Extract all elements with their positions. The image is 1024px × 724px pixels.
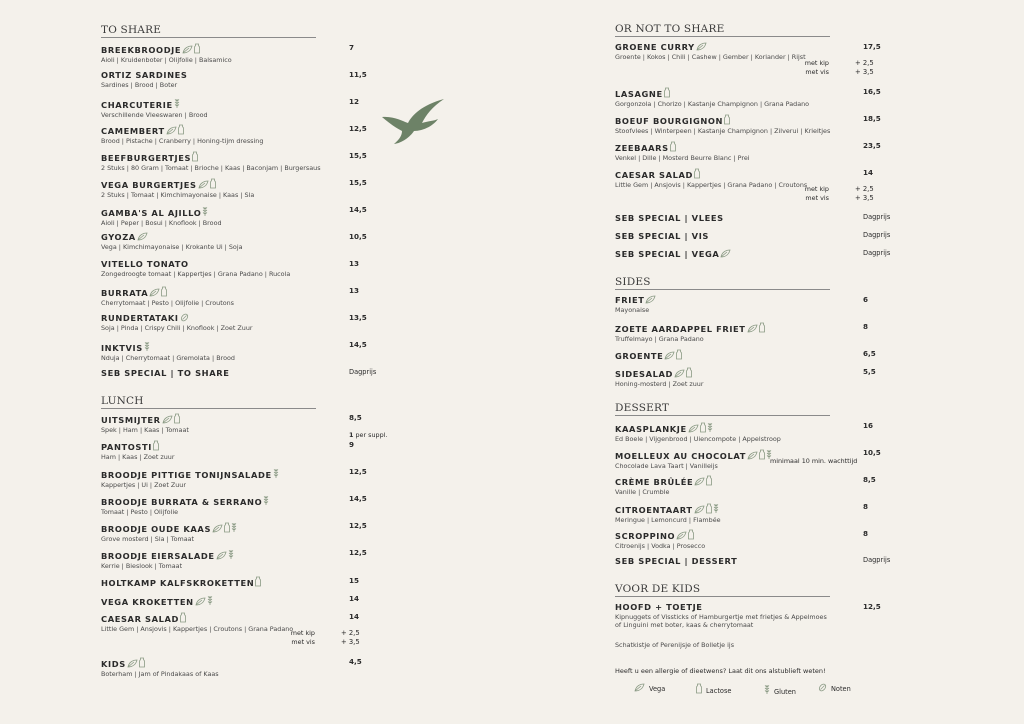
item-description: Citroenijs | Vodka | Prosecco	[615, 541, 706, 550]
item-price: Dagprijs	[863, 556, 891, 564]
menu-item	[615, 367, 877, 388]
menu-item	[615, 141, 881, 162]
legend-noten-label: Noten	[831, 685, 851, 693]
item-name-text: ORTIZ SARDINES	[101, 70, 188, 80]
lactose-milk-icon	[664, 87, 670, 98]
to-share-section	[101, 24, 391, 38]
option-price: + 3,5	[855, 193, 874, 202]
lactose-milk-icon	[724, 114, 730, 125]
item-description: Aioli | Peper | Bosui | Knoflook | Brood	[101, 218, 222, 227]
item-name-text: BREEKBROODJE	[101, 45, 182, 55]
item-name	[615, 502, 877, 515]
lactose-milk-icon	[706, 503, 712, 514]
item-name-text: BURRATA	[101, 288, 149, 298]
option-label: met vis	[291, 637, 315, 646]
menu-item	[615, 87, 881, 108]
item-name-text: SEB SPECIAL | DESSERT	[615, 556, 738, 566]
menu-item	[101, 313, 391, 332]
vega-leaf-icon	[676, 531, 687, 540]
item-price: 8,5	[349, 413, 362, 422]
menu-item	[615, 295, 877, 314]
item-price: 8	[863, 529, 869, 538]
item-name-text: BEEFBURGERTJES	[101, 153, 192, 163]
item-description: Truffelmayo | Grana Padano	[615, 334, 704, 343]
item-name-text: VEGA KROKETTEN	[101, 597, 194, 607]
item-price: 10,5	[349, 232, 367, 241]
menu-item	[101, 594, 391, 607]
item-name	[615, 295, 877, 305]
item-name	[101, 178, 391, 190]
menu-item	[101, 467, 391, 489]
or-not-to-share-heading: OR NOT TO SHARE	[615, 23, 830, 37]
option-price: + 2,5	[341, 629, 360, 637]
item-name-text: PANTOSTI	[101, 442, 152, 452]
item-name	[615, 602, 877, 612]
menu-item	[101, 657, 391, 678]
sides-section	[615, 276, 877, 290]
menu-item	[615, 168, 877, 202]
vega-leaf-icon	[149, 288, 160, 297]
menu-item	[615, 349, 877, 361]
lactose-milk-icon	[759, 322, 765, 333]
item-price: 14,5	[349, 205, 367, 214]
dessert-heading: DESSERT	[615, 402, 830, 416]
kids-heading: VOOR DE KIDS	[615, 583, 830, 597]
item-price: 12,5	[863, 602, 881, 611]
item-name	[101, 97, 391, 110]
item-name-text: CHARCUTERIE	[101, 100, 173, 110]
menu-item	[101, 124, 391, 145]
lactose-milk-icon	[700, 422, 706, 433]
item-description: Sardines | Brood | Boter	[101, 80, 178, 89]
vega-leaf-icon	[162, 415, 173, 424]
item-price: 12,5	[349, 521, 367, 530]
item-name	[615, 529, 877, 541]
item-name	[615, 249, 877, 259]
item-price: Dagprijs	[863, 213, 891, 221]
menu-item	[101, 548, 391, 570]
item-description: 2 Stuks | Tomaat | Kimchimayonaise | Kaas | Sla	[101, 190, 255, 199]
item-name-text: BOEUF BOURGIGNON	[615, 116, 724, 126]
lactose-milk-icon	[174, 413, 180, 424]
item-name-text: LASAGNE	[615, 89, 663, 99]
sides-heading: SIDES	[615, 276, 830, 290]
gluten-wheat-icon	[707, 421, 713, 433]
noten-nut-icon	[818, 683, 827, 692]
item-description: Vega | Kimchimayonaise | Krokante Ui | Soja	[101, 242, 243, 251]
item-name	[101, 494, 391, 507]
lactose-milk-icon	[224, 522, 230, 533]
item-description: Cherrytomaat | Pesto | Olijfolie | Croutons	[101, 298, 235, 307]
item-price: 10,5	[863, 448, 881, 457]
lactose-milk-icon	[178, 124, 184, 135]
lactose-milk-icon	[161, 286, 167, 297]
menu-item	[101, 97, 391, 119]
lactose-milk-icon	[670, 141, 676, 152]
option-label: met kip	[804, 185, 829, 193]
lactose-milk-icon	[192, 151, 198, 162]
vega-leaf-icon	[182, 45, 193, 54]
item-price: 18,5	[863, 114, 881, 123]
item-name-text: CRÈME BRÛLÉE	[615, 477, 694, 487]
item-price: 12,5	[349, 548, 367, 557]
item-name-text: VEGA BURGERTJES	[101, 180, 197, 190]
item-name	[101, 313, 391, 323]
item-name	[615, 322, 877, 334]
item-name	[615, 556, 877, 566]
item-description: Kipnuggets of Vissticks of Hamburgertje met frietjes & Appelmoes	[615, 612, 827, 621]
vega-leaf-icon	[674, 369, 685, 378]
item-name	[101, 612, 391, 624]
item-name-text: SEB SPECIAL | VLEES	[615, 213, 724, 223]
gluten-wheat-icon	[207, 594, 213, 606]
item-name	[101, 124, 391, 136]
item-price: 15,5	[349, 178, 367, 187]
item-description: Ed Boele | Vijgenbrood | Uiencompote | Appelstroop	[615, 434, 781, 443]
gluten-wheat-icon	[228, 548, 234, 560]
item-name-text: BROODJE OUDE KAAS	[101, 524, 212, 534]
legend-vega-label: Vega	[649, 685, 666, 693]
item-name	[101, 70, 391, 80]
legend-noten	[817, 683, 851, 693]
option-label: met kip	[804, 59, 829, 67]
vega-leaf-icon	[645, 295, 656, 304]
item-name-text: HOOFD + TOETJE	[615, 602, 703, 612]
item-name	[101, 286, 391, 298]
gluten-wheat-icon	[202, 205, 208, 217]
vega-leaf-icon	[696, 42, 707, 51]
vega-leaf-icon	[747, 324, 758, 333]
item-name	[615, 87, 877, 99]
item-name-text: CAMEMBERT	[101, 126, 165, 136]
item-price: 17,5	[863, 42, 881, 51]
item-description: Chocolade Lava Taart | Vanilleijs	[615, 461, 718, 470]
gluten-wheat-icon	[231, 521, 237, 533]
item-name	[101, 232, 391, 242]
item-name	[615, 42, 877, 52]
menu-item	[615, 475, 877, 496]
menu-item	[615, 556, 891, 566]
item-description: Little Gem | Ansjovis | Kappertjes | Grana Padano | Croutons	[615, 180, 808, 189]
menu-item	[101, 612, 391, 646]
item-name	[101, 521, 391, 534]
gluten-wheat-icon	[144, 340, 150, 352]
vega-leaf-icon	[664, 351, 675, 360]
dessert-section	[615, 402, 877, 416]
item-name-text: MOELLEUX AU CHOCOLAT	[615, 451, 746, 461]
item-name	[101, 440, 391, 452]
item-description: Ham | Kaas | Zoet zuur	[101, 452, 175, 461]
item-name-text: KIDS	[101, 659, 126, 669]
item-name	[101, 413, 391, 425]
item-name	[101, 151, 391, 163]
item-description: Spek | Ham | Kaas | Tomaat	[101, 425, 189, 434]
to-share-heading: TO SHARE	[101, 24, 316, 38]
item-name	[615, 213, 877, 223]
menu-item	[101, 340, 391, 362]
menu-item	[615, 502, 877, 524]
item-price: Dagprijs	[863, 249, 891, 257]
item-description: Honing-mosterd | Zoet zuur	[615, 379, 704, 388]
legend-lactose-label: Lactose	[706, 687, 732, 695]
item-description: Kappertjes | Ui | Zoet Zuur	[101, 480, 186, 489]
vega-leaf-icon	[720, 249, 731, 258]
menu-item	[615, 231, 891, 241]
supplement-price: 1	[349, 431, 354, 439]
menu-item	[101, 286, 391, 307]
item-name	[615, 367, 877, 379]
menu-item	[101, 151, 391, 172]
item-description: Verschillende Vleeswaren | Brood	[101, 110, 208, 119]
lactose-milk-icon	[194, 43, 200, 54]
item-price: Dagprijs	[863, 231, 891, 239]
item-description: Venkel | Dille | Mosterd Beurre Blanc | Prei	[615, 153, 750, 162]
item-price: 12,5	[349, 467, 367, 476]
legend-gluten	[763, 683, 796, 696]
item-price: 13	[349, 259, 360, 268]
item-name	[101, 657, 391, 669]
item-name-text: BROODJE BURRATA & SERRANO	[101, 497, 263, 507]
lactose-milk-icon	[694, 168, 700, 179]
item-price: 13	[349, 286, 360, 295]
menu-item	[101, 259, 391, 278]
item-name-text: SEB SPECIAL | TO SHARE	[101, 368, 230, 378]
menu-item	[101, 440, 391, 461]
item-name-text: INKTVIS	[101, 343, 143, 353]
menu-item	[615, 529, 877, 550]
item-name	[101, 368, 391, 378]
item-name-text: BROODJE EIERSALADE	[101, 551, 215, 561]
vega-leaf-icon	[634, 683, 645, 692]
item-note: minimaal 10 min. wachttijd	[770, 457, 858, 465]
item-description: Little Gem | Ansjovis | Kappertjes | Croutons | Grana Padano	[101, 624, 294, 633]
vega-leaf-icon	[212, 524, 223, 533]
lactose-milk-icon	[696, 683, 702, 694]
item-name	[101, 548, 391, 561]
lactose-milk-icon	[686, 367, 692, 378]
lunch-section	[101, 395, 391, 409]
item-description-2: of Linguini met boter, kaas & cherrytomaat	[615, 621, 754, 629]
menu-item	[101, 178, 391, 199]
item-description: Kerrie | Bieslook | Tomaat	[101, 561, 183, 570]
lactose-milk-icon	[706, 475, 712, 486]
vega-leaf-icon	[195, 597, 206, 606]
kids-section	[615, 583, 877, 597]
item-name	[615, 141, 877, 153]
item-name	[615, 168, 877, 180]
item-name-text: HOLTKAMP KALFSKROKETTEN	[101, 578, 255, 588]
item-name-text: CAESAR SALAD	[615, 170, 694, 180]
option-label: met kip	[290, 629, 315, 637]
menu-item	[615, 42, 881, 76]
vega-leaf-icon	[216, 551, 227, 560]
item-name	[615, 421, 877, 434]
item-price: 14,5	[349, 340, 367, 349]
vega-leaf-icon	[166, 126, 177, 135]
item-name-text: SIDESALAD	[615, 369, 674, 379]
lactose-milk-icon	[688, 529, 694, 540]
item-name	[101, 43, 391, 55]
lactose-milk-icon	[255, 576, 261, 587]
menu-item	[101, 205, 391, 227]
allergy-note: Heeft u een allergie of dieetwens? Laat dit ons alstublieft weten!	[615, 667, 826, 675]
item-price: 6	[863, 295, 869, 304]
item-name	[101, 594, 391, 607]
option-label: met vis	[805, 67, 829, 76]
menu-item	[615, 448, 881, 470]
item-name	[615, 349, 877, 361]
item-name	[101, 205, 391, 218]
item-price: 16	[863, 421, 874, 430]
item-description: Groente | Kokos | Chili | Cashew | Gember | Koriander | Rijst	[615, 52, 806, 61]
item-name-text: UITSMIJTER	[101, 415, 161, 425]
vega-leaf-icon	[688, 424, 699, 433]
kids-extra-line: Schatkistje of Perenijsje of Bolletje ijs	[615, 640, 735, 649]
item-description: Soja | Pinda | Crispy Chili | Knoflook | Zoet Zuur	[101, 323, 253, 332]
item-price: 4,5	[349, 657, 362, 666]
item-description: Boterham | Jam of Pindakaas of Kaas	[101, 669, 219, 678]
vega-leaf-icon	[137, 232, 148, 241]
item-price: 15	[349, 576, 360, 585]
item-name-text: CITROENTAART	[615, 505, 693, 515]
item-price: 6,5	[863, 349, 876, 358]
item-price: 8	[863, 502, 869, 511]
item-name-text: SEB SPECIAL | VEGA	[615, 249, 720, 259]
gluten-wheat-icon	[174, 97, 180, 109]
item-description: Aioli | Kruidenboter | Olijfolie | Balsamico	[101, 55, 232, 64]
legend-gluten-label: Gluten	[774, 688, 796, 696]
item-name-text: KAASPLANKJE	[615, 424, 687, 434]
menu-item	[101, 494, 391, 516]
item-name	[101, 259, 391, 269]
lactose-milk-icon	[180, 612, 186, 623]
item-description: Mayonaise	[615, 305, 650, 314]
menu-item	[101, 368, 391, 378]
item-price: 9	[349, 440, 355, 449]
item-name-text: GYOZA	[101, 232, 136, 242]
vega-leaf-icon	[198, 180, 209, 189]
item-description: Grove mosterd | Sla | Tomaat	[101, 534, 195, 543]
item-price: 23,5	[863, 141, 881, 150]
lactose-milk-icon	[210, 178, 216, 189]
menu-item	[101, 70, 391, 89]
gluten-wheat-icon	[263, 494, 269, 506]
item-name	[615, 114, 877, 126]
item-price: 5,5	[863, 367, 876, 376]
option-price: + 2,5	[855, 59, 874, 67]
vega-leaf-icon	[694, 477, 705, 486]
item-price: 7	[349, 43, 355, 52]
item-name-text: SEB SPECIAL | VIS	[615, 231, 709, 241]
option-price: + 2,5	[855, 185, 874, 193]
lunch-heading: LUNCH	[101, 395, 316, 409]
menu-item	[101, 413, 391, 439]
item-price: Dagprijs	[349, 368, 377, 376]
item-description: Meringue | Lemoncurd | Flambée	[615, 515, 721, 524]
item-name	[615, 231, 877, 241]
menu-item	[615, 114, 881, 135]
item-price: 13,5	[349, 313, 367, 322]
item-price: 15,5	[349, 151, 367, 160]
lactose-milk-icon	[759, 449, 765, 460]
vega-leaf-icon	[694, 505, 705, 514]
item-supplement	[349, 431, 387, 439]
vega-leaf-icon	[127, 659, 138, 668]
legend-vega	[633, 683, 665, 693]
item-price: 12	[349, 97, 360, 106]
gluten-wheat-icon	[764, 683, 770, 695]
gluten-wheat-icon	[273, 467, 279, 479]
item-description: Zongedroogte tomaat | Kappertjes | Grana Padano | Rucola	[101, 269, 291, 278]
or-not-to-share-section	[615, 23, 877, 37]
item-name-text: ZEEBAARS	[615, 143, 669, 153]
item-price: 16,5	[863, 87, 881, 96]
item-price: 8	[863, 322, 869, 331]
item-description: Brood | Pistache | Cranberry | Honing-tijm dressing	[101, 136, 264, 145]
menu-item	[615, 322, 877, 343]
item-price: 14	[349, 612, 360, 621]
item-price: 11,5	[349, 70, 367, 79]
item-name-text: GROENE CURRY	[615, 42, 695, 52]
item-name-text: ZOETE AARDAPPEL FRIET	[615, 324, 746, 334]
lactose-milk-icon	[153, 440, 159, 451]
menu-item	[615, 213, 891, 223]
item-name	[101, 340, 391, 353]
item-description: Nduja | Cherrytomaat | Gremolata | Brood	[101, 353, 235, 362]
item-name-text: VITELLO TONATO	[101, 259, 189, 269]
menu-item	[615, 421, 877, 443]
item-price: 14	[863, 168, 874, 177]
item-price: 14,5	[349, 494, 367, 503]
supplement-label: per suppl.	[355, 431, 388, 439]
option-price: + 3,5	[341, 637, 360, 646]
legend-lactose	[695, 683, 731, 695]
item-description: Vanille | Crumble	[615, 487, 670, 496]
menu-item	[615, 602, 881, 629]
item-description: Gorgonzola | Chorizo | Kastanje Champignon | Grana Padano	[615, 99, 810, 108]
menu-item	[615, 249, 891, 259]
item-description: Stoofvlees | Winterpeen | Kastanje Champignon | Zilverui | Krieltjes	[615, 126, 831, 135]
item-price: 8,5	[863, 475, 876, 484]
lactose-milk-icon	[139, 657, 145, 668]
item-description: 2 Stuks | 80 Gram | Tomaat | Brioche | Kaas | Baconjam | Burgersaus	[101, 163, 321, 172]
noten-nut-icon	[180, 313, 189, 322]
item-description: Tomaat | Pesto | Olijfolie	[101, 507, 179, 516]
item-name-text: BROODJE PITTIGE TONIJNSALADE	[101, 470, 272, 480]
item-name	[101, 467, 391, 480]
option-price: + 3,5	[855, 67, 874, 76]
item-name-text: FRIET	[615, 295, 645, 305]
menu-item	[101, 521, 391, 543]
item-name-text: CAESAR SALAD	[101, 614, 180, 624]
item-name-text: RUNDERTATAKI	[101, 313, 179, 323]
lactose-milk-icon	[676, 349, 682, 360]
vega-leaf-icon	[747, 451, 758, 460]
item-name-text: GAMBA'S AL AJILLO	[101, 208, 202, 218]
menu-item	[101, 576, 391, 588]
item-price: 12,5	[349, 124, 367, 133]
menu-item	[101, 232, 391, 251]
item-name-text: SCROPPINO	[615, 531, 676, 541]
item-name	[101, 576, 391, 588]
menu-item	[101, 43, 391, 64]
item-name-text: GROENTE	[615, 351, 664, 361]
option-label: met vis	[805, 193, 829, 202]
gluten-wheat-icon	[713, 502, 719, 514]
item-name	[615, 475, 877, 487]
item-price: 14	[349, 594, 360, 603]
